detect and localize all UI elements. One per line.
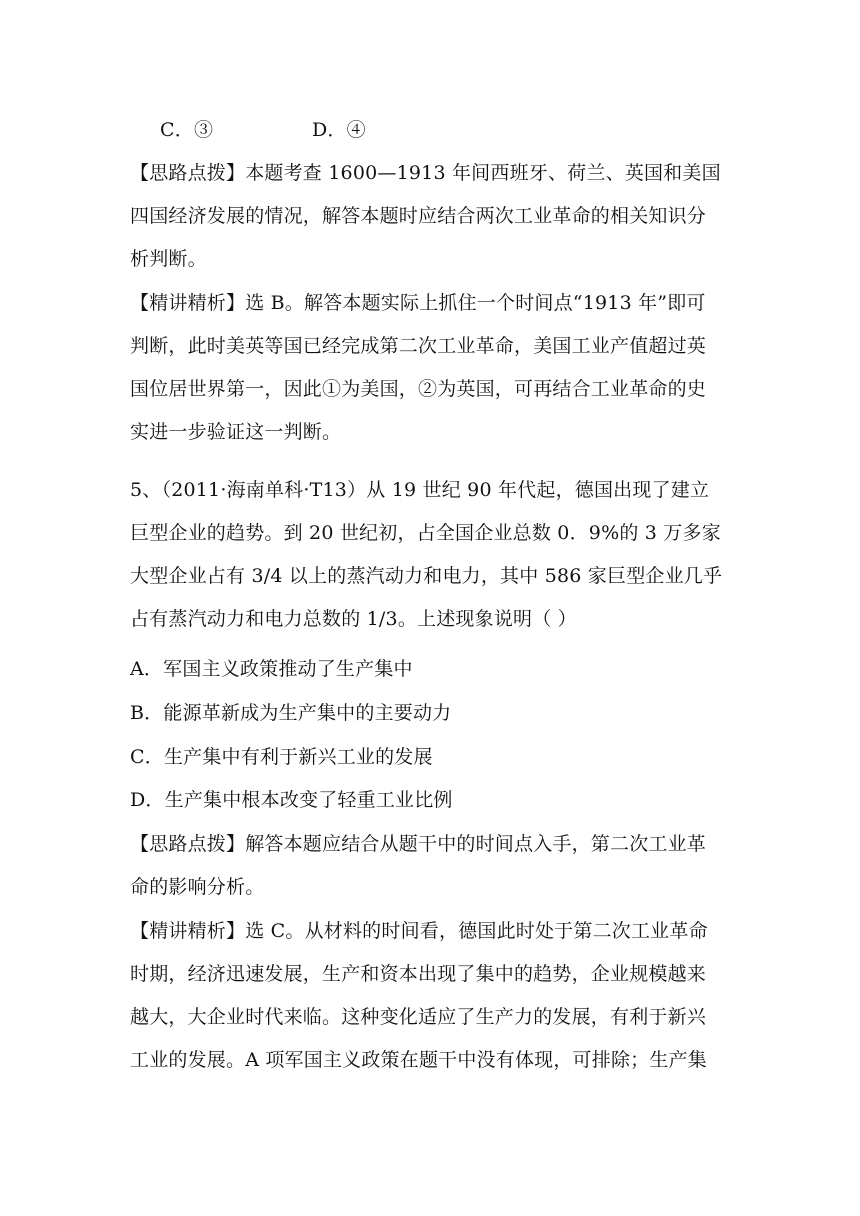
- analysis-paragraph-line: 国位居世界第一，因此①为美国，②为英国，可再结合工业革命的史: [130, 378, 707, 400]
- previous-question-options: [130, 118, 750, 142]
- option-c: C．③: [160, 119, 214, 141]
- question-5-stem-line: 占有蒸汽动力和电力总数的 1/3。上述现象说明（ ）: [130, 608, 577, 630]
- hint-paragraph-line: 析判断。: [130, 248, 207, 270]
- question-5-option-b: B．能源革新成为生产集中的主要动力: [130, 702, 452, 724]
- analysis-paragraph-line: 实进一步验证这一判断。: [130, 421, 342, 443]
- question-5-stem-line: 巨型企业的趋势。到 20 世纪初，占全国企业总数 0．9%的 3 万多家: [130, 522, 721, 544]
- hint-paragraph-line: 【思路点拨】本题考查 1600—1913 年间西班牙、荷兰、英国和美国: [130, 162, 721, 184]
- question-5-option-a: A．军国主义政策推动了生产集中: [130, 658, 413, 680]
- question-5-stem-line: 大型企业占有 3/4 以上的蒸汽动力和电力，其中 586 家巨型企业几乎: [130, 565, 723, 587]
- hint-paragraph-line: 四国经济发展的情况，解答本题时应结合两次工业革命的相关知识分: [130, 205, 707, 227]
- question-5-option-d: D．生产集中根本改变了轻重工业比例: [130, 789, 453, 811]
- analysis-paragraph-line: 判断，此时美英等国已经完成第二次工业革命，美国工业产值超过英: [130, 335, 707, 357]
- hint-paragraph-line: 【思路点拨】解答本题应结合从题干中的时间点入手，第二次工业革: [130, 833, 707, 855]
- option-d: D．④: [312, 119, 366, 141]
- analysis-paragraph-line: 【精讲精析】选 B。解答本题实际上抓住一个时间点“1913 年”即可: [130, 292, 706, 314]
- question-5-option-c: C．生产集中有利于新兴工业的发展: [130, 746, 433, 768]
- analysis-paragraph-line: 【精讲精析】选 C。从材料的时间看，德国此时处于第二次工业革命: [130, 920, 708, 942]
- analysis-paragraph-line: 工业的发展。A 项军国主义政策在题干中没有体现，可排除；生产集: [130, 1049, 707, 1071]
- analysis-paragraph-line: 越大，大企业时代来临。这种变化适应了生产力的发展，有利于新兴: [130, 1006, 707, 1028]
- question-5-stem-line: 5、（2011·海南单科·T13）从 19 世纪 90 年代起，德国出现了建立: [130, 479, 710, 501]
- analysis-paragraph-line: 时期，经济迅速发展，生产和资本出现了集中的趋势，企业规模越来: [130, 963, 707, 985]
- hint-paragraph-line: 命的影响分析。: [130, 876, 265, 898]
